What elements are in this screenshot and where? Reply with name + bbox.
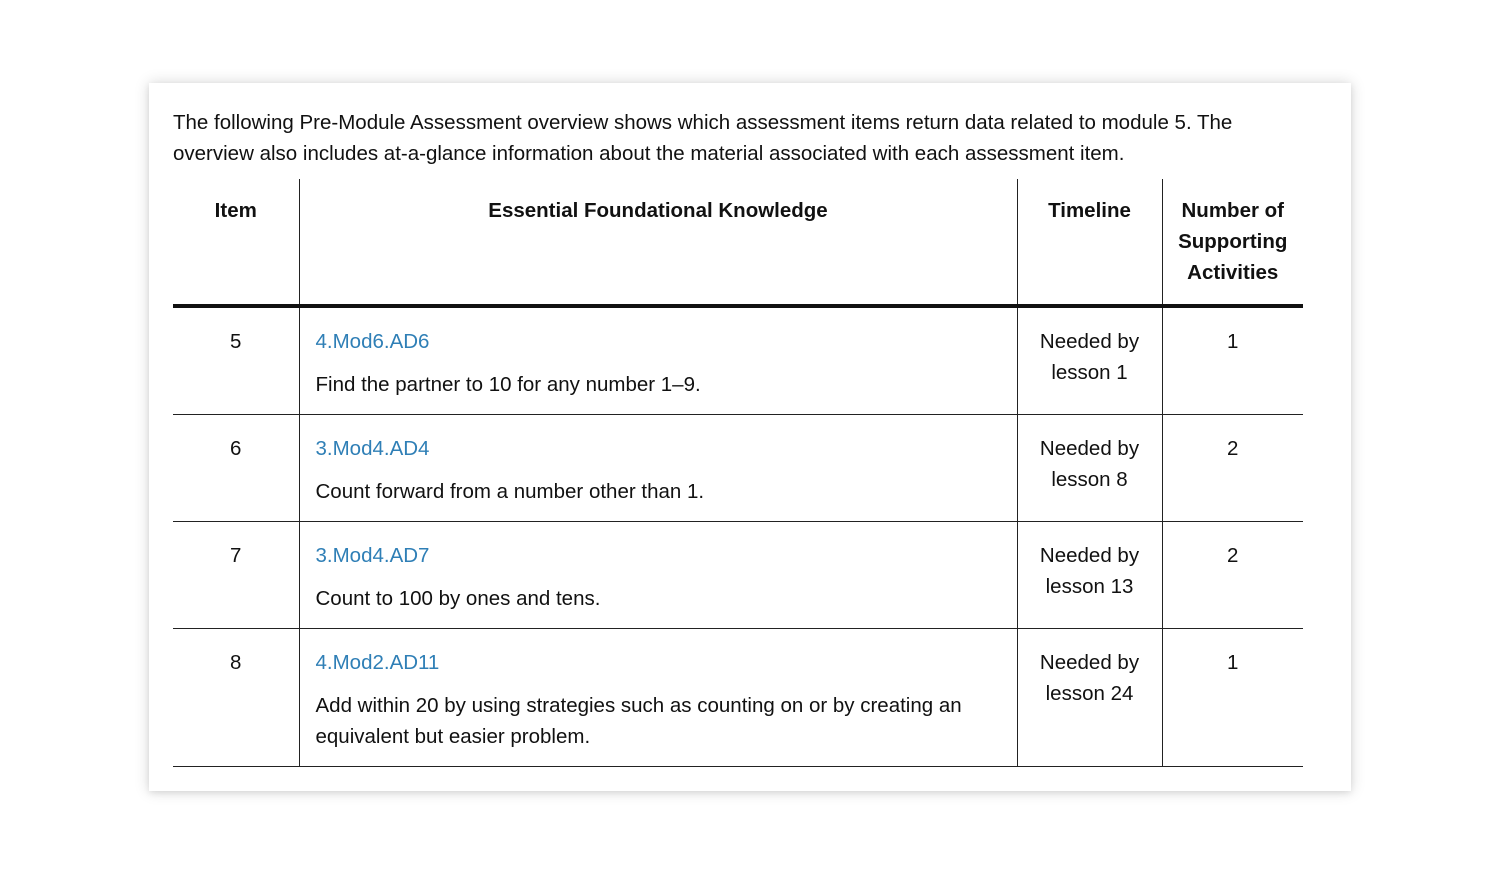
assessment-overview-card: [149, 83, 1351, 791]
table-row: [173, 629, 1303, 767]
cell-timeline: Needed by lesson 8: [1017, 415, 1162, 522]
efk-code-link[interactable]: 4.Mod2.AD11: [315, 651, 440, 674]
header-number-label: Number of Supporting Activities: [1178, 199, 1288, 284]
efk-description: Count to 100 by ones and tens.: [315, 587, 601, 610]
cell-efk: [299, 306, 1017, 415]
efk-description: Add within 20 by using strategies such as counting on or by creating an equivalent but easier problem.: [315, 694, 962, 748]
cell-count: 1: [1162, 629, 1303, 767]
cell-efk: [299, 522, 1017, 629]
intro-paragraph: The following Pre-Module Assessment overview shows which assessment items return data related to module 5. The overview also includes at-a-glance information about the material associated with each assessment item.: [173, 111, 1233, 165]
cell-item: 8: [173, 629, 299, 767]
header-essential-foundational-knowledge: Essential Foundational Knowledge: [299, 179, 1017, 306]
header-timeline: Timeline: [1017, 179, 1162, 306]
header-number-of-supporting-activities: [1162, 179, 1303, 306]
cell-count: 2: [1162, 415, 1303, 522]
efk-code-link[interactable]: 3.Mod4.AD4: [315, 437, 430, 460]
efk-description: Find the partner to 10 for any number 1–9.: [315, 373, 701, 396]
assessment-overview-table: [173, 179, 1303, 767]
cell-efk: [299, 415, 1017, 522]
efk-code-link[interactable]: 3.Mod4.AD7: [315, 544, 430, 567]
cell-timeline: Needed by lesson 13: [1017, 522, 1162, 629]
header-item: Item: [173, 179, 299, 306]
cell-timeline: Needed by lesson 1: [1017, 306, 1162, 415]
efk-code-link[interactable]: 4.Mod6.AD6: [315, 330, 430, 353]
table-row: [173, 415, 1303, 522]
cell-count: 2: [1162, 522, 1303, 629]
table-row: [173, 522, 1303, 629]
cell-item: 5: [173, 306, 299, 415]
cell-efk: [299, 629, 1017, 767]
efk-description: Count forward from a number other than 1.: [315, 480, 705, 503]
cell-count: 1: [1162, 306, 1303, 415]
cell-item: 6: [173, 415, 299, 522]
table-header-row: [173, 179, 1303, 306]
table-row: [173, 306, 1303, 415]
cell-timeline: Needed by lesson 24: [1017, 629, 1162, 767]
cell-item: 7: [173, 522, 299, 629]
